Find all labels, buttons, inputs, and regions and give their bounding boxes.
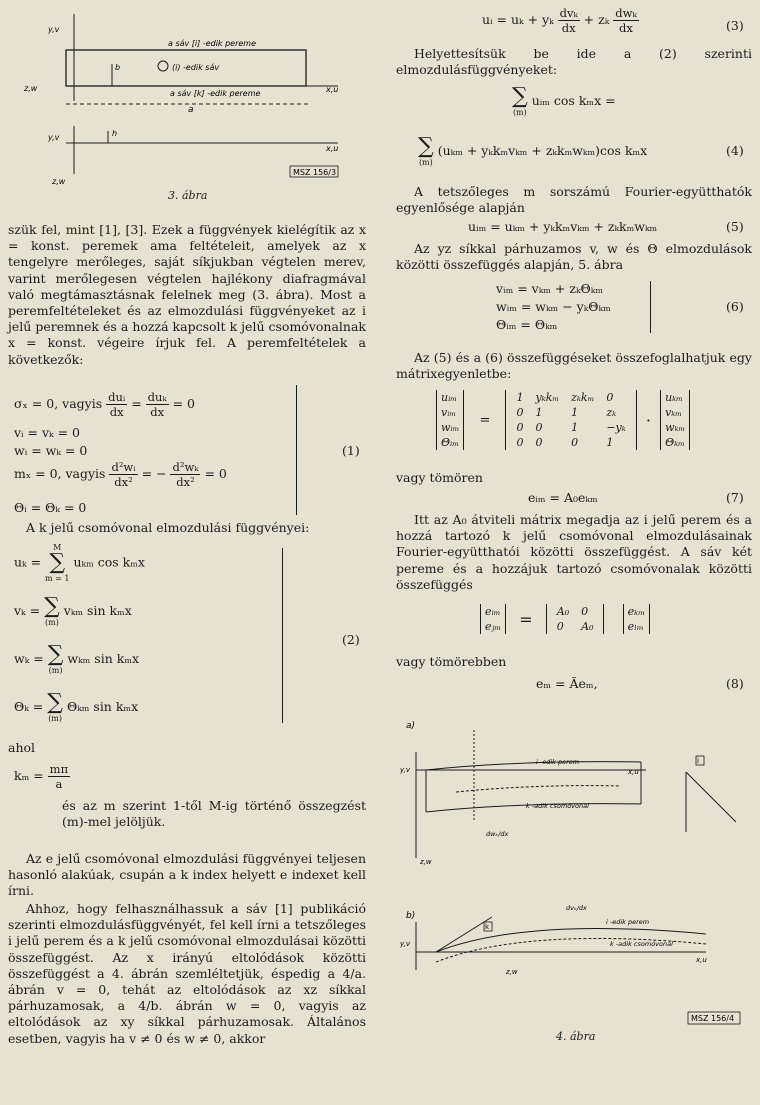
matrix-rhs-entry-2: wₖₘ [665, 421, 686, 434]
matrix-a0-cell-3-1: 0 [535, 436, 543, 449]
matrix-a0 [505, 390, 636, 450]
matrix-a0-cell-2-3: −yₖ [606, 421, 626, 434]
fig4-panel-a: a) [406, 721, 416, 731]
eq4-top [512, 86, 616, 117]
eq2-line1 [14, 543, 145, 583]
eq1-line4: mₓ = 0, vagyis $\frac{\text{d²wᵢ}}{\text{dx²}}$ = − $\frac{\text{d²wₖ}}{\text{dx²}}$ = 0 [14, 460, 227, 489]
fig3-label-b: b [115, 63, 121, 72]
eq2-line3 [14, 644, 139, 675]
eq1-frac3-num: d²wᵢ [111, 460, 136, 474]
eq1-brace [288, 385, 297, 515]
block-matrix [546, 604, 605, 634]
right-paragraph-4: Az (5) és a (6) összefüggéseket összefoglalhatjuk egy mátrixegyenletbe: [396, 350, 752, 382]
eq3-lhs: uᵢ = uₖ + yₖ [482, 12, 554, 27]
eq2-sum4-sub: (m) [48, 714, 63, 723]
eq1-line1-text: σₓ = 0, vagyis [14, 396, 103, 411]
matrix-a0-cell-2-2: 1 [571, 421, 579, 434]
eq2-sum-top: M [53, 543, 62, 552]
eq2-l2-lhs: vₖ = [14, 603, 41, 618]
eq4-sum-top-sub: (m) [512, 108, 527, 117]
fig4-b-yv: y,v [400, 940, 410, 948]
eq3-number: (3) [726, 18, 744, 33]
matrix-a0-cell-1-1: 1 [535, 406, 543, 419]
eq3-frac1 [558, 6, 580, 35]
fig4-a-xu: x,u [628, 768, 639, 776]
eq1-frac2-den: dx [150, 405, 165, 419]
fig3-label-h: h [112, 129, 118, 138]
fig4-b-k-box: k [485, 923, 490, 931]
eq2-sum-1: M ∑ m = 1 [45, 543, 70, 583]
fig3-axis-yv-bottom: y,v [48, 133, 60, 142]
eq2-l4-rhs: Θₖₘ sin kₘx [66, 699, 139, 714]
fig4-b-dvdx: dvₖ/dx [566, 904, 587, 912]
eq4-sum-bottom-sub: (m) [418, 158, 433, 167]
figure-4 [396, 712, 752, 1062]
block-lhs [480, 604, 506, 634]
eq8: eₘ = Ãeₘ, [536, 676, 598, 691]
eq1-frac1-num: duᵢ [108, 390, 126, 404]
eq6-number: (6) [726, 299, 744, 314]
fig4-panel-b: b) [406, 911, 416, 921]
eq1-number: (1) [342, 443, 360, 458]
eq2-l3-lhs: wₖ = [14, 651, 44, 666]
matrix-lhs-entry-1: vᵢₘ [441, 406, 457, 419]
eq2-l3-rhs: wₖₘ sin kₘx [67, 651, 140, 666]
block-matrix-cell-1-1: A₀ [581, 620, 594, 633]
eq2-sum2-sub: (m) [45, 618, 59, 627]
matrix-a0-cell-3-0: 0 [516, 436, 524, 449]
matrix-a0-cell-0-1: yₖkₘ [535, 391, 560, 404]
eq5-number: (5) [726, 219, 744, 234]
matrix-a0-cell-0-3: 0 [606, 391, 614, 404]
eq2-sum3-sub: (m) [48, 666, 63, 675]
block-lhs-entry-0: eᵢₘ [485, 605, 501, 618]
eq1-frac3 [109, 460, 137, 489]
fig4-a-i-box: i [697, 757, 699, 765]
eq4-sum-bottom: ∑ (m) [418, 134, 434, 167]
eq1-line4-tail: = 0 [204, 466, 227, 481]
fig4-b-label-node: k -adik csomóvonal [610, 940, 673, 948]
eq1-line3: wᵢ = wₖ = 0 [14, 443, 88, 458]
fig3-axis-xu-bottom: x,u [326, 144, 339, 153]
matrix-a0-cell-1-2: 1 [571, 406, 579, 419]
matrix-a0-cell-3-2: 0 [571, 436, 579, 449]
matrix-a0-cell-2-0: 0 [516, 421, 524, 434]
eq1-frac1-den: dx [109, 405, 124, 419]
matrix-equation: uᵢₘ vᵢₘ wᵢₘ Θᵢₘ = 1 yₖkₘ zₖkₘ 0 0 1 1 zₖ 0 0 1 −yₖ 0 0 0 1 · uₖₘ vₖₘ wₖₘ Θₖₘ [436, 390, 690, 450]
eq2-number: (2) [342, 632, 360, 647]
fig4-a-zw: z,w [420, 858, 432, 866]
matrix-a0-cell-1-3: zₖ [606, 406, 617, 419]
eq1-frac3-den: dx² [114, 475, 133, 489]
eq1-line5: Θᵢ = Θₖ = 0 [14, 500, 87, 515]
block-lhs-entry-1: eⱼₘ [485, 620, 502, 633]
eq1-frac2-num: duₖ [147, 390, 167, 404]
eq1-frac2 [146, 390, 169, 419]
fig3-label-middle: (i) -edik sáv [172, 63, 220, 72]
eq-km-frac [48, 762, 70, 791]
eq4-top-rhs: uᵢₘ cos kₘx = [531, 93, 616, 108]
right-paragraph-2: A tetszőleges m sorszámú Fourier-együtthatók egyenlősége alapján [396, 184, 752, 216]
right-paragraph-6: Itt az A₀ átviteli mátrix megadja az i jelű perem és a hozzá tartozó k jelű csomóvonal elmozdulásainak Fourier-együtthatói közötti összefüggést. A sáv két pereme és a hozzájuk tartozó csomóvonalak közötti összefüggés [396, 512, 752, 592]
fig4-b-xu: x,u [696, 956, 707, 964]
eq2-l4-lhs: Θₖ = [14, 699, 44, 714]
eq2-sum-2: ∑ (m) [44, 594, 60, 627]
eq1-line1-tail: = 0 [172, 396, 196, 411]
matrix-rhs-entry-3: Θₖₘ [665, 436, 685, 449]
left-paragraph-4: Az e jelű csomóvonal elmozdulási függvényei teljesen hasonló alakúak, csupán a k index helyett e indexet kell írni. [8, 851, 366, 899]
fig3-axis-zw-bottom: z,w [52, 177, 66, 186]
fig4-b-zw: z,w [506, 968, 518, 976]
eq6-line3: Θᵢₘ = Θₖₘ [496, 317, 558, 332]
eq1-frac1 [106, 390, 127, 419]
fig3-axis-zw-mid: z,w [24, 84, 38, 93]
eq1-frac4 [170, 460, 200, 489]
eq2-sum-4: ∑ (m) [47, 690, 63, 723]
right-paragraph-3: Az yz síkkal párhuzamos v, w és Θ elmozdulások közötti összefüggés alapján, 5. ábra [396, 241, 752, 273]
eq3-f2-num: dwₖ [615, 6, 637, 20]
eq7-number: (7) [726, 490, 744, 505]
eq6-line2: wᵢₘ = wₖₘ − yₖΘₖₘ [496, 299, 611, 314]
eq2-l1-rhs: uₖₘ cos kₘx [73, 554, 145, 570]
eq2-line4 [14, 692, 138, 723]
block-rhs-entry-0: eₖₘ [627, 605, 645, 618]
eq2-brace [274, 548, 283, 723]
eq6-brace [644, 281, 651, 333]
right-paragraph-1: Helyettesítsük be ide a (2) szerinti elmozdulásfüggvényeket: [396, 46, 752, 78]
eq2-l1-lhs: uₖ = [14, 554, 42, 570]
matrix-a0-cell-3-3: 1 [606, 436, 614, 449]
eq3 [482, 6, 639, 35]
block-rhs [623, 604, 650, 634]
eq3-mid: + zₖ [583, 12, 610, 27]
matrix-a0-cell-0-2: zₖkₘ [571, 391, 595, 404]
block-matrix-cell-0-1: 0 [581, 605, 589, 618]
block-matrix-cell-0-0: A₀ [556, 605, 570, 618]
fig3-axis-yv-top: y,v [48, 25, 60, 34]
left-paragraph-5: Ahhoz, hogy felhasználhassuk a sáv [1] publikáció szerinti elmozdulásfüggvényét, fel kell írni a tetszőleges i jelű perem és a k jelű csomóvonal elmozdulásai közötti összefüggést. Az x irányú eltolódások közötti összefüggést a 4. ábrán szemléltetjük, éspedig a 4/a. ábrán v = 0, tehát az eltolódások az xz síkkal párhuzamosak, a 4/b. ábrán w = 0, vagyis az eltolódások az xy síkkal párhuzamosak. Általános esetben, vagyis ha v ≠ 0 és w ≠ 0, akkor [8, 901, 366, 1046]
eq-km [14, 762, 70, 791]
eq-km-num: mπ [49, 762, 69, 776]
fig3-stamp: MSZ 156/3 [293, 168, 337, 177]
eq8-number: (8) [726, 676, 744, 691]
eq1-line4-text: mₓ = 0, vagyis [14, 466, 106, 481]
eq4-sum-top: ∑ (m) [512, 84, 528, 117]
eq4-bottom [418, 136, 647, 167]
eq2-line2 [14, 596, 132, 627]
eq-km-den: a [55, 777, 63, 791]
right-paragraph-5: vagy tömören [396, 470, 483, 485]
eq-km-lhs: kₘ = [14, 768, 44, 783]
fig4-b-label-edge: i -edik perem [606, 918, 650, 926]
fig3-caption: 3. ábra [168, 189, 208, 202]
fig4-caption: 4. ábra [556, 1030, 596, 1043]
eq2-sum-3: ∑ (m) [47, 642, 64, 675]
eq1-frac4-den: dx² [176, 475, 195, 489]
eq7: eᵢₘ = A₀eₖₘ [528, 490, 598, 505]
ahol-text: ahol [8, 740, 36, 755]
eq1-line1: σₓ = 0, vagyis $\frac{\text{duᵢ}}{dx}$ = $\frac{\text{duₖ}}{dx}$ = 0 [14, 390, 196, 419]
fig3-label-bottom-edge: a sáv [k] -edik pereme [170, 89, 261, 98]
eq3-f1-den: dx [561, 21, 576, 35]
fig4-stamp: MSZ 156/4 [691, 1014, 735, 1023]
matrix-lhs-entry-2: wᵢₘ [441, 421, 460, 434]
fig4-a-yv: y,v [400, 766, 410, 774]
left-paragraph-1: szük fel, mint [1], [3]. Ezek a függvények kielégítik az x = konst. peremek ama feltételeit, amelyek az x tengelyre merőleges, saját síkjukban végtelen merev, varint merőlegesen végtelen hajlékony diafragmával való megtámasztásnak felelnek meg (3. ábra). Most a peremfeltételeket és az elmozdulási függvényeket az i jelű peremnek és a hozzá kapcsolt k jelű csomóvonalnak x = konst. végeire írjuk fel. A peremfeltételek a következők: [8, 222, 366, 367]
eq3-frac2 [613, 6, 638, 35]
block-rhs-entry-1: eₗₘ [627, 620, 644, 633]
eq1-line2: vᵢ = vₖ = 0 [14, 425, 80, 440]
figure-3 [8, 6, 358, 206]
block-matrix-cell-1-0: 0 [556, 620, 564, 633]
eq3-f2-den: dx [619, 21, 633, 35]
matrix-lhs [436, 390, 464, 450]
eq2-sum-bottom: m = 1 [45, 574, 70, 583]
eq2-l2-rhs: vₖₘ sin kₘx [63, 603, 132, 618]
matrix-a0-cell-1-0: 0 [516, 406, 524, 419]
left-paragraph-2: A k jelű csomóvonal elmozdulási függvényei: [26, 520, 310, 535]
fig3-label-a: a [188, 105, 194, 115]
matrix-lhs-entry-0: uᵢₘ [441, 391, 458, 404]
eq4-bottom-rhs: (uₖₘ + yₖkₘvₖₘ + zₖkₘwₖₘ)cos kₘx [437, 143, 648, 158]
left-paragraph-3: és az m szerint 1-től M-ig történő összegzést (m)-mel jelöljük. [62, 798, 366, 830]
matrix-lhs-entry-3: Θᵢₘ [441, 436, 459, 449]
eq6-line1: vᵢₘ = vₖₘ + zₖΘₖₘ [496, 281, 603, 296]
fig3-label-top-edge: a sáv [i] -edik pereme [168, 39, 257, 48]
matrix-rhs [660, 390, 690, 450]
right-paragraph-7: vagy tömörebben [396, 654, 507, 669]
matrix-a0-cell-2-1: 0 [535, 421, 543, 434]
matrix-a0-cell-0-0: 1 [516, 391, 524, 404]
eq5: uᵢₘ = uₖₘ + yₖkₘvₖₘ + zₖkₘwₖₘ [468, 219, 658, 234]
matrix-rhs-entry-1: vₖₘ [665, 406, 683, 419]
fig4-a-dwdx: dwₖ/dx [486, 830, 509, 838]
eq1-frac4-num: d²wₖ [172, 460, 199, 474]
fig4-a-label-edge: i -edik perem [536, 758, 580, 766]
eq3-f1-num: dvₖ [559, 6, 578, 20]
block-equation: eᵢₘ eⱼₘ = A₀ 0 0 A₀ eₖₘ eₗₘ [480, 604, 650, 634]
matrix-rhs-entry-0: uₖₘ [665, 391, 683, 404]
eq4-number: (4) [726, 143, 744, 158]
fig4-a-label-node: k -adik csomóvonal [526, 802, 589, 810]
fig3-axis-xu-mid: x,u [326, 85, 339, 94]
